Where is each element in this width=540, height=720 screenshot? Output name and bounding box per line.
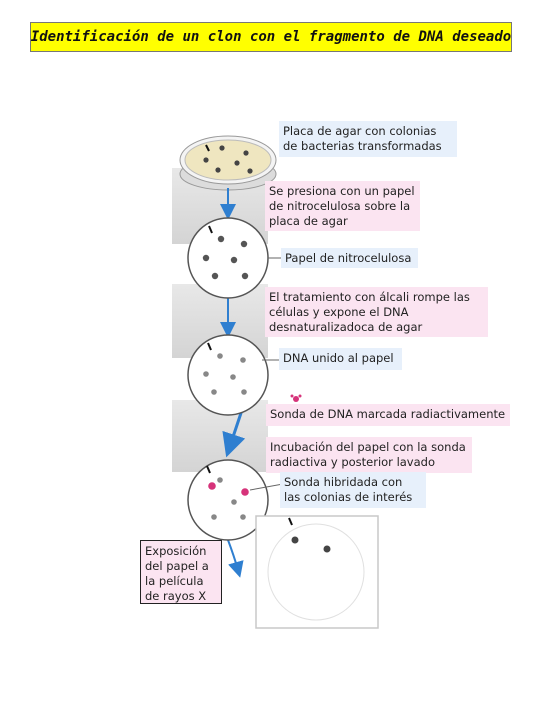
arrow-4 [228,540,238,570]
label-exposure: Exposición del papel a la película de rayos X [140,540,222,604]
nitrocellulose-disc-1 [188,218,268,298]
label-press-paper: Se presiona con un papel de nitrocelulosa sobre la placa de agar [265,181,420,231]
label-alkali: El tratamiento con álcali rompe las células y expone el DNA desnaturalizadoca de agar [265,287,488,337]
label-nitrocellulose: Papel de nitrocelulosa [281,248,418,268]
label-probe: Sonda de DNA marcada radiactivamente [266,404,510,426]
nitrocellulose-disc-2 [188,335,268,415]
label-hybridized: Sonda hibridada con las colonias de interés [280,472,426,508]
label-incubation: Incubación del papel con la sonda radiactiva y posterior lavado [266,437,472,473]
radioactive-probe-icon [291,395,302,403]
page-title: Identificación de un clon con el fragmento de DNA deseado [30,22,512,52]
xray-film [256,516,378,628]
petri-dish [180,136,276,190]
label-agar-plate: Placa de agar con colonias de bacterias transformadas [279,121,457,157]
label-dna-bound: DNA unido al papel [279,348,402,370]
